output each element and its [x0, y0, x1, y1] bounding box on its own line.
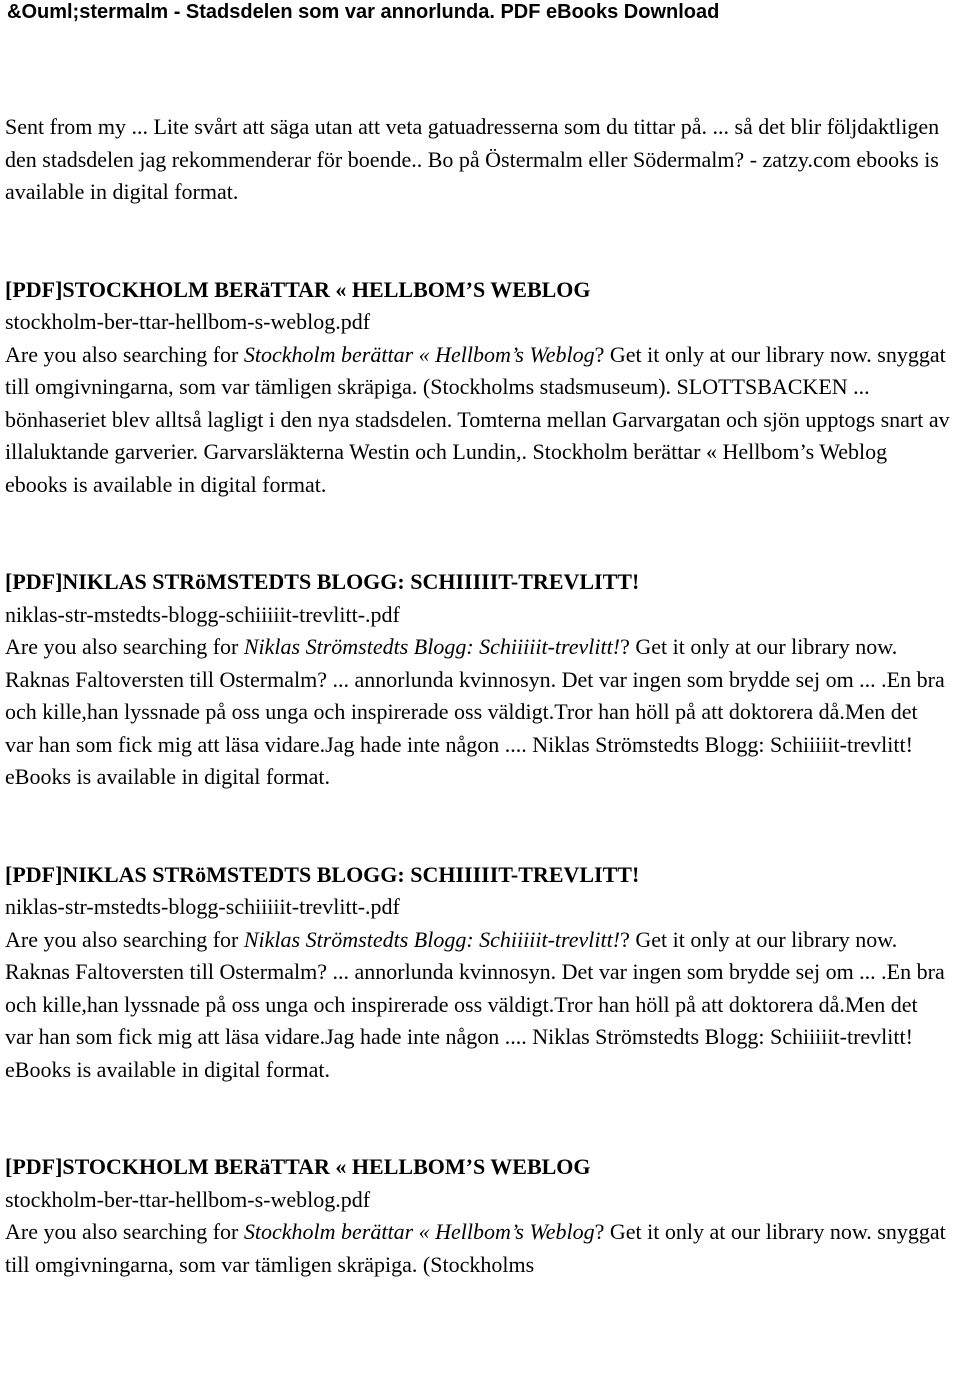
section-description [5, 339, 950, 502]
section-title: [PDF]NIKLAS STRöMSTEDTS BLOGG: SCHIIIIIT-TREVLITT! [5, 569, 640, 594]
result-section-stockholm [5, 1151, 950, 1281]
section-text: ? Get it only at our library now. Raknas Faltoversten till Ostermalm? ... annorlunda kvinnosyn. Det var ingen som brydde sej om ... .En bra och kille,han lyssnade på oss unga och inspirerade oss väldigt.Tror han höll på att doktorera då.Men det var han som fick mig att läsa vidare.Jag hade inte någon .... Niklas Strömstedts Blogg: Schiiiiit-trevlitt! eBooks is available in digital format. [5, 634, 945, 789]
intro-paragraph: Sent from my ... Lite svårt att säga utan att veta gatuadresserna som du tittar på. ... så det blir följdaktligen den stadsdelen jag rekommenderar för boende.. Bo på Östermalm eller Södermalm? - zatzy.com ebooks is available in digital format. [5, 114, 940, 204]
section-book-title: Niklas Strömstedts Blogg: Schiiiiit-trevlitt! [243, 926, 621, 952]
section-description [5, 924, 950, 1087]
section-description [5, 631, 950, 794]
section-lead: Are you also searching for [5, 634, 244, 659]
page-title: &Ouml;stermalm - Stadsdelen som var annorlunda. PDF eBooks Download [7, 1, 720, 23]
document-content [5, 111, 950, 1281]
result-section-stockholm [5, 274, 950, 502]
section-filename: stockholm-ber-ttar-hellbom-s-weblog.pdf [5, 1186, 371, 1212]
section-book-title: Stockholm berättar « Hellbom’s Weblog [243, 341, 595, 367]
section-title: [PDF]STOCKHOLM BERäTTAR « HELLBOM’S WEBLOG [5, 1154, 591, 1179]
section-title: [PDF]NIKLAS STRöMSTEDTS BLOGG: SCHIIIIIT-TREVLITT! [5, 861, 640, 887]
section-lead: Are you also searching for [5, 1219, 244, 1244]
section-book-title: Niklas Strömstedts Blogg: Schiiiiit-trevlitt! [243, 634, 621, 659]
section-text: ? Get it only at our library now. snyggat till omgivningarna, som var tämligen skräpiga. (Stockholms [5, 1219, 946, 1277]
section-filename: stockholm-ber-ttar-hellbom-s-weblog.pdf [5, 309, 371, 334]
result-section-niklas [5, 859, 950, 1087]
section-lead: Are you also searching for [5, 926, 244, 952]
section-filename: niklas-str-mstedts-blogg-schiiiiit-trevlitt-.pdf [5, 894, 400, 919]
section-text: ? Get it only at our library now. Raknas Faltoversten till Ostermalm? ... annorlunda kvinnosyn. Det var ingen som brydde sej om ... .En bra och kille,han lyssnade på oss unga och inspirerade oss väldigt.Tror han höll på att doktorera då.Men det var han som fick mig att läsa vidare.Jag hade inte någon .... Niklas Strömstedts Blogg: Schiiiiit-trevlitt! eBooks is available in digital format. [5, 926, 945, 1082]
result-section-niklas [5, 566, 950, 794]
section-lead: Are you also searching for [5, 341, 244, 367]
section-title: [PDF]STOCKHOLM BERäTTAR « HELLBOM’S WEBLOG [5, 276, 591, 302]
section-description [5, 1216, 950, 1281]
section-text: ? Get it only at our library now. snyggat till omgivningarna, som var tämligen skräpiga. (Stockholms stadsmuseum). SLOTTSBACKEN ... bönhaseriet blev alltså lagligt i den nya stadsdelen. Tomterna mellan Garvargatan och sjön upptogs snart av illaluktande garverier. Garvarsläkterna Westin och Lundin,. Stockholm berättar « Hellbom’s Weblog ebooks is available in digital format. [5, 341, 950, 497]
section-book-title: Stockholm berättar « Hellbom’s Weblog [243, 1219, 595, 1244]
section-filename: niklas-str-mstedts-blogg-schiiiiit-trevlitt-.pdf [5, 601, 400, 627]
